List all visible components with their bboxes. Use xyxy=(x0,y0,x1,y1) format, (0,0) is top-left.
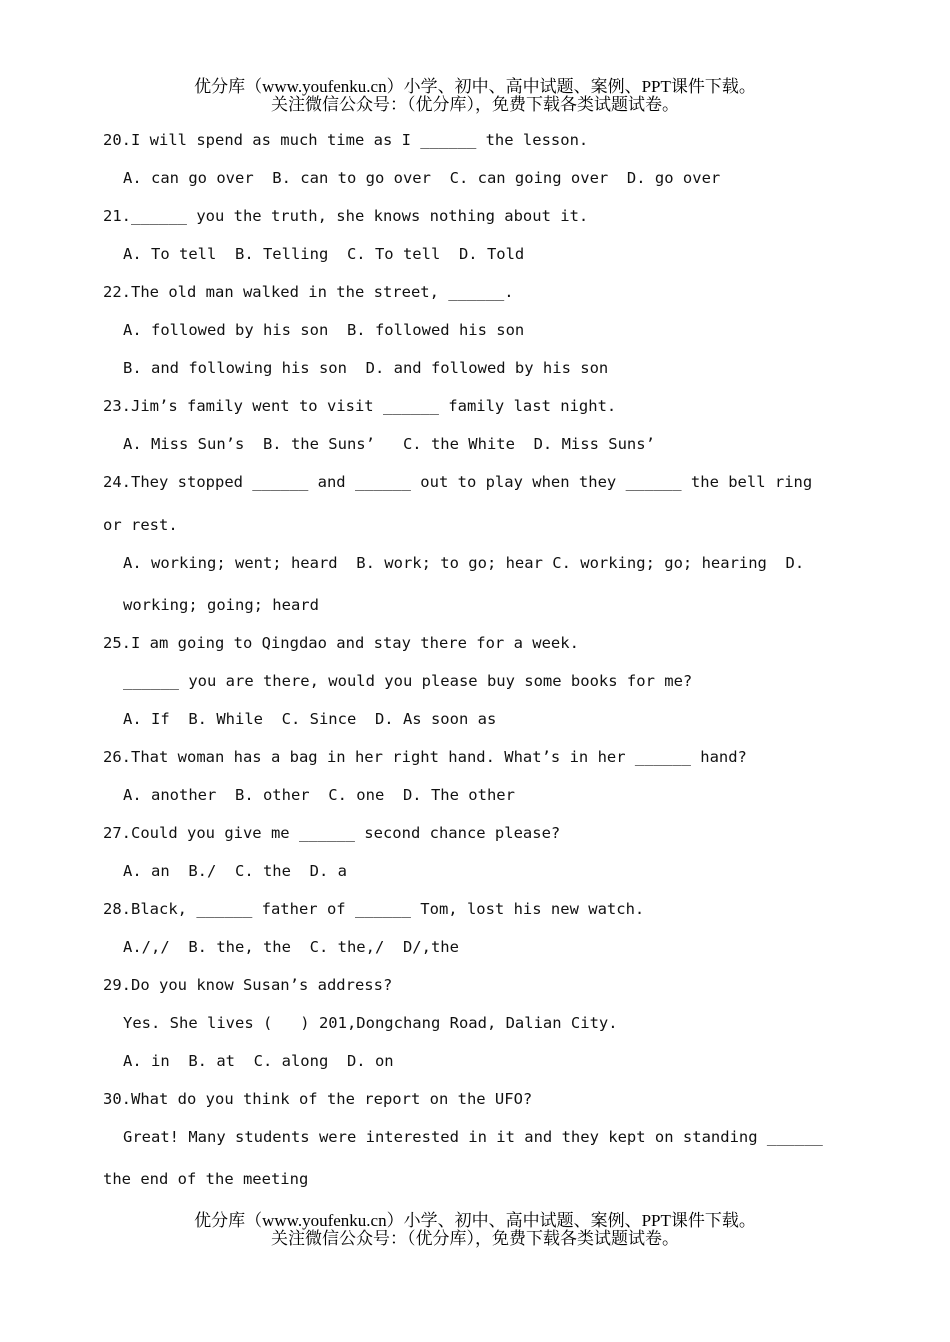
question-24: 24.They stopped ______ and ______ out to play when they ______ the bell ring xyxy=(103,473,813,491)
question-30-line-3: the end of the meeting xyxy=(103,1170,309,1188)
options-21: A. To tell B. Telling C. To tell D. Told xyxy=(123,245,525,263)
question-24-continued: or rest. xyxy=(103,516,178,534)
question-29: 29.Do you know Susan’s address? xyxy=(103,976,393,994)
question-23: 23.Jim’s family went to visit ______ family last night. xyxy=(103,397,617,415)
options-22-line-2: B. and following his son D. and followed by his son xyxy=(123,359,609,377)
page-header xyxy=(0,78,950,114)
page-footer xyxy=(0,1212,950,1248)
question-29-line-2: Yes. She lives ( ) 201,Dongchang Road, Dalian City. xyxy=(123,1014,618,1032)
options-27: A. an B./ C. the D. a xyxy=(123,862,347,880)
options-24-line-2: working; going; heard xyxy=(123,596,319,614)
options-20: A. can go over B. can to go over C. can going over D. go over xyxy=(123,169,721,187)
footer-line-2: 关注微信公众号：（优分库），免费下载各类试题试卷。 xyxy=(271,1229,679,1248)
options-26: A. another B. other C. one D. The other xyxy=(123,786,515,804)
question-30-line-2: Great! Many students were interested in it and they kept on standing ______ xyxy=(123,1128,823,1146)
question-30: 30.What do you think of the report on the UFO? xyxy=(103,1090,533,1108)
header-line-2: 关注微信公众号：（优分库），免费下载各类试题试卷。 xyxy=(271,95,679,114)
question-28: 28.Black, ______ father of ______ Tom, lost his new watch. xyxy=(103,900,645,918)
question-21: 21.______ you the truth, she knows nothing about it. xyxy=(103,207,589,225)
question-27: 27.Could you give me ______ second chance please? xyxy=(103,824,561,842)
footer-line-1: 优分库（www.youfenku.cn）小学、初中、高中试题、案例、PPT课件下载。 xyxy=(194,1211,756,1230)
options-22-line-1: A. followed by his son B. followed his son xyxy=(123,321,525,339)
options-25: A. If B. While C. Since D. As soon as xyxy=(123,710,497,728)
question-20: 20.I will spend as much time as I ______ the lesson. xyxy=(103,131,589,149)
options-24-line-1: A. working; went; heard B. work; to go; hear C. working; go; hearing D. xyxy=(123,554,805,572)
question-25-line-2: ______ you are there, would you please buy some books for me? xyxy=(123,672,693,690)
question-22: 22.The old man walked in the street, ______. xyxy=(103,283,514,301)
question-25: 25.I am going to Qingdao and stay there for a week. xyxy=(103,634,579,652)
question-26: 26.That woman has a bag in her right hand. What’s in her ______ hand? xyxy=(103,748,747,766)
options-23: A. Miss Sun’s B. the Suns’ C. the White D. Miss Suns’ xyxy=(123,435,655,453)
options-29: A. in B. at C. along D. on xyxy=(123,1052,394,1070)
options-28: A./,/ B. the, the C. the,/ D/,the xyxy=(123,938,459,956)
header-line-1: 优分库（www.youfenku.cn）小学、初中、高中试题、案例、PPT课件下载。 xyxy=(194,77,756,96)
